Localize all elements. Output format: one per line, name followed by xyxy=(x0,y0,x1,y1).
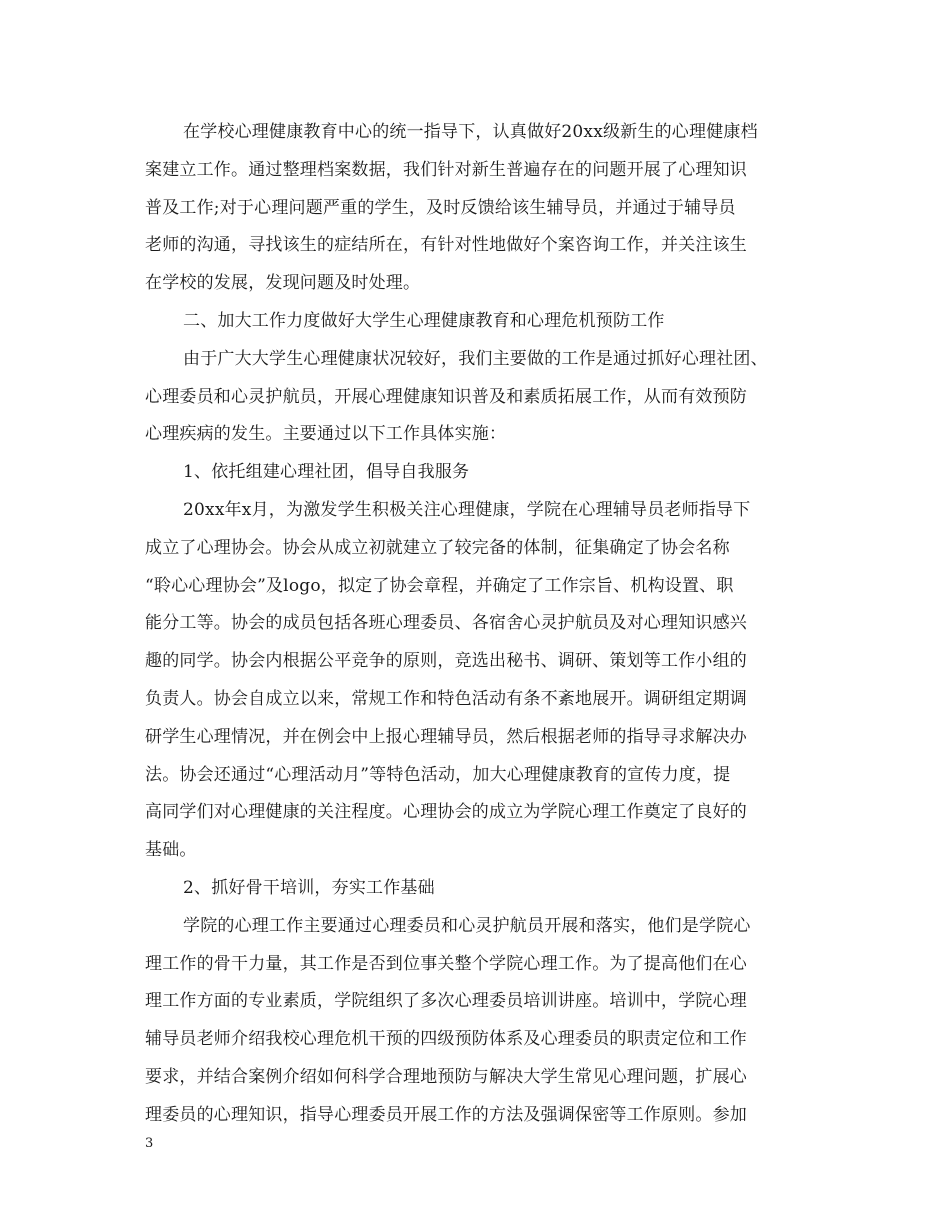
text-line: 在学校心理健康教育中心的统一指导下，认真做好20xx级新生的心理健康档 xyxy=(183,122,758,142)
subheading-2 xyxy=(145,870,805,908)
heading-line: 1、依托组建心理社团，倡导自我服务 xyxy=(183,462,470,483)
text-line: 20xx年x月，为激发学生积极关注心理健康，学院在心理辅导员老师指导下 xyxy=(183,499,751,520)
paragraph-5 xyxy=(145,492,805,870)
text-line: 成立了心理协会。协会从成立初就建立了较完备的体制，征集确定了协会名称 xyxy=(145,537,730,558)
text-line: 辅导员老师介绍我校心理危机干预的四级预防体系及心理委员的职责定位和工作 xyxy=(145,1029,747,1050)
text-line: “聆心心理协会”及logo，拟定了协会章程，并确定了工作宗旨、机构设置、职 xyxy=(145,575,734,596)
text-line: 趣的同学。协会内根据公平竞争的原则，竞选出秘书、调研、策划等工作小组的 xyxy=(145,651,747,672)
text-line: 普及工作;对于心理问题严重的学生，及时反馈给该生辅导员，并通过于辅导员 xyxy=(145,197,736,218)
paragraph-1 xyxy=(145,114,805,303)
paragraph-7 xyxy=(145,908,805,1135)
text-line: 能分工等。协会的成员包括各班心理委员、各宿舍心灵护航员及对心理知识感兴 xyxy=(145,613,747,634)
text-line: 在学校的发展，发现问题及时处理。 xyxy=(145,273,421,294)
heading-line: 2、抓好骨干培训，夯实工作基础 xyxy=(183,877,435,898)
document-body xyxy=(145,114,805,1135)
text-line: 案建立工作。通过整理档案数据，我们针对新生普遍存在的问题开展了心理知识 xyxy=(145,159,747,180)
text-line: 心理疾病的发生。主要通过以下工作具体实施： xyxy=(145,424,507,445)
text-line: 理工作方面的专业素质，学院组织了多次心理委员培训讲座。培训中，学院心理 xyxy=(145,991,747,1012)
text-line: 法。协会还通过“心理活动月”等特色活动，加大心理健康教育的宣传力度，提 xyxy=(145,764,731,785)
paragraph-3 xyxy=(145,341,805,454)
text-line: 研学生心理情况，并在例会中上报心理辅导员，然后根据老师的指导寻求解决办 xyxy=(145,726,747,747)
heading-line: 二、加大工作力度做好大学生心理健康教育和心理危机预防工作 xyxy=(183,310,665,331)
text-line: 要求，并结合案例介绍如何科学合理地预防与解决大学生常见心理问题，扩展心 xyxy=(145,1066,747,1087)
section-heading-2 xyxy=(145,303,805,341)
text-line: 老师的沟通，寻找该生的症结所在，有针对性地做好个案咨询工作，并关注该生 xyxy=(145,235,747,256)
text-line: 心理委员和心灵护航员，开展心理健康知识普及和素质拓展工作，从而有效预防 xyxy=(145,386,747,407)
text-line: 理工作的骨干力量，其工作是否到位事关整个学院心理工作。为了提高他们在心 xyxy=(145,953,747,974)
subheading-1 xyxy=(145,454,805,492)
text-line: 基础。 xyxy=(145,840,197,861)
page-number: 3 xyxy=(145,1136,154,1151)
text-line: 负责人。协会自成立以来，常规工作和特色活动有条不紊地展开。调研组定期调 xyxy=(145,688,747,709)
text-line: 理委员的心理知识，指导心理委员开展工作的方法及强调保密等工作原则。参加 xyxy=(145,1104,747,1125)
text-line: 由于广大大学生心理健康状况较好，我们主要做的工作是通过抓好心理社团、 xyxy=(183,348,768,369)
text-line: 学院的心理工作主要通过心理委员和心灵护航员开展和落实，他们是学院心 xyxy=(183,915,751,936)
text-line: 高同学们对心理健康的关注程度。心理协会的成立为学院心理工作奠定了良好的 xyxy=(145,802,747,823)
